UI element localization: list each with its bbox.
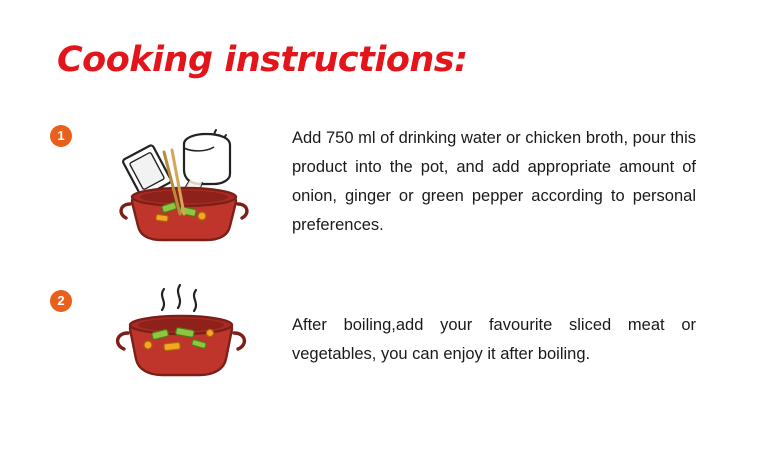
step-number-badge: 2 <box>50 290 72 312</box>
step-number-badge: 1 <box>50 125 72 147</box>
step-description: Add 750 ml of drinking water or chicken broth, pour this product into the pot, and add appropriate amount of onion, ginger or green pepper according to personal preferences. <box>292 129 696 234</box>
step-description: After boiling,add your favourite sliced meat or vegetables, you can enjoy it after boiling. <box>292 316 696 363</box>
page-title: Cooking instructions: <box>57 40 468 80</box>
instruction-step-1 <box>50 118 710 248</box>
instruction-step-2 <box>50 283 710 403</box>
pouring-water-into-pot-icon <box>110 118 270 248</box>
boiling-pot-with-steam-icon <box>110 283 270 403</box>
